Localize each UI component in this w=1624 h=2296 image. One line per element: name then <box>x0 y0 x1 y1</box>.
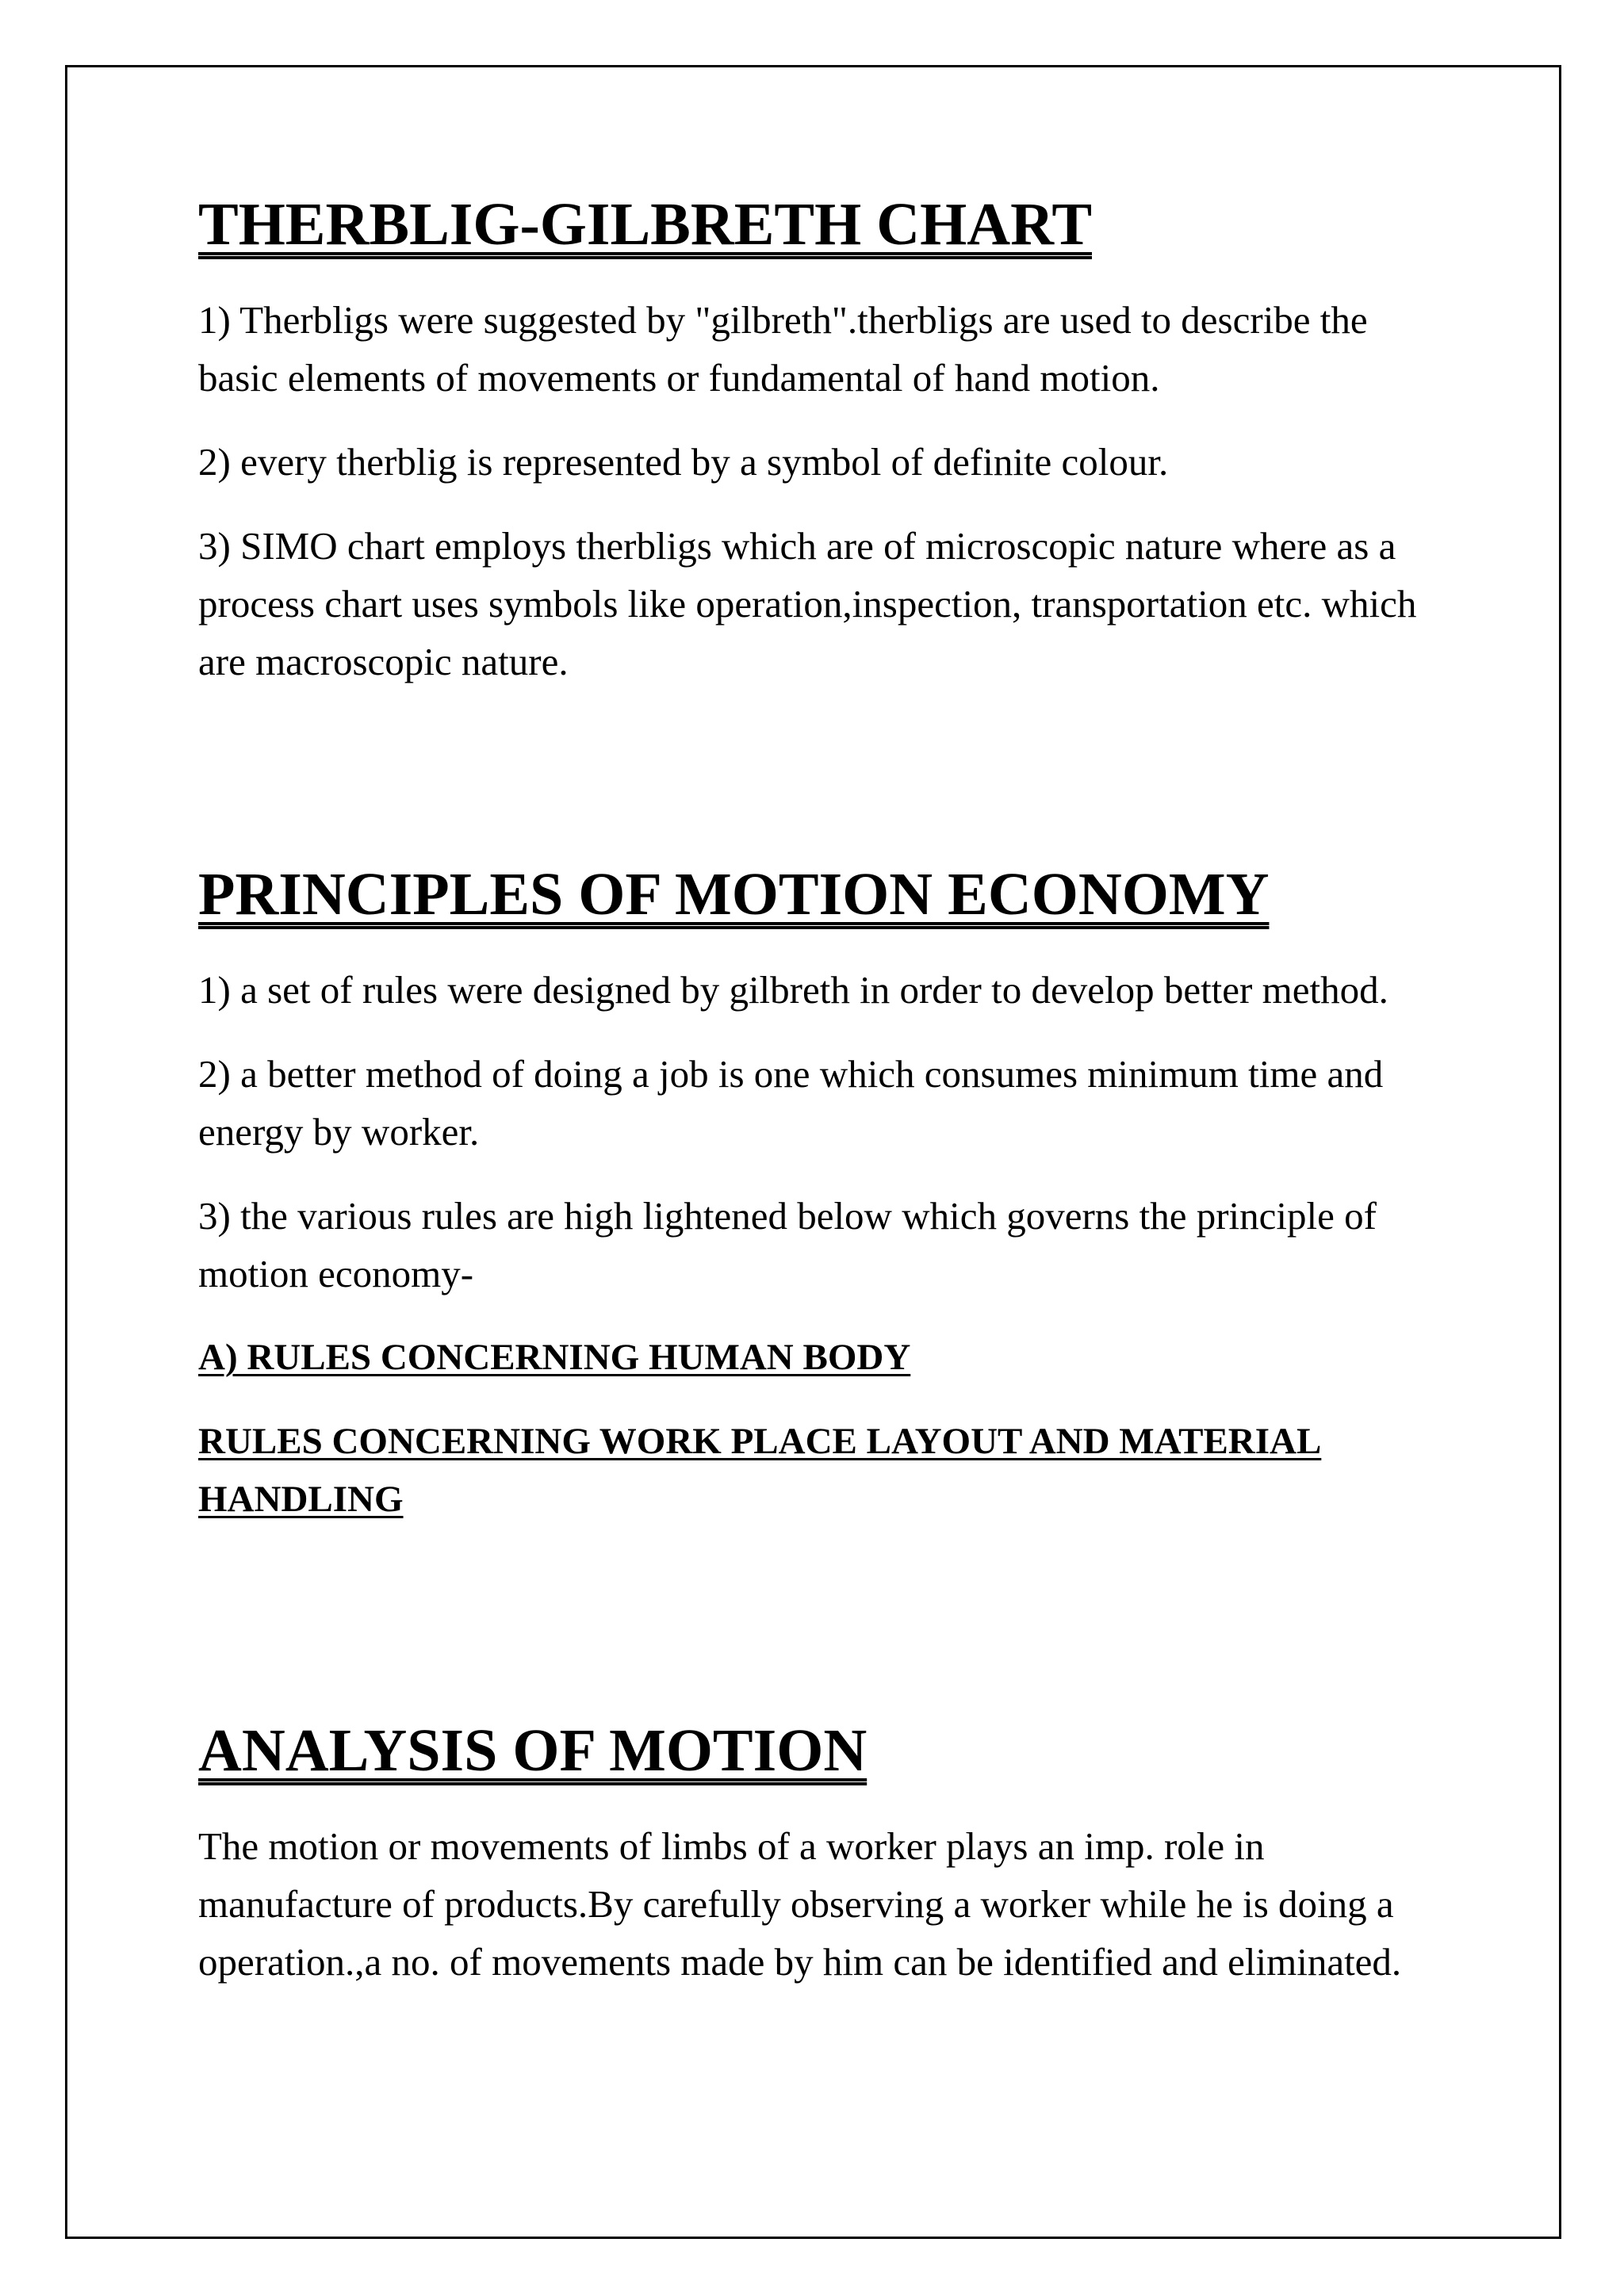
paragraph: 1) Therbligs were suggested by "gilbreth".therbligs are used to describe the basic elements of movements or fundamental of hand motion. <box>198 298 1368 400</box>
paragraph: The motion or movements of limbs of a worker plays an imp. role in manufacture of products.By carefully observing a worker while he is doing a operation.,a no. of movements made by him can be identified and eliminated. <box>198 1824 1402 1984</box>
paragraph: 2) every therblig is represented by a symbol of definite colour. <box>198 440 1169 484</box>
paragraph: 2) a better method of doing a job is one which consumes minimum time and energy by worker. <box>198 1052 1384 1154</box>
paragraph: 3) SIMO chart employs therbligs which are of microscopic nature where as a process chart uses symbols like operation,inspection, transportation etc. which are macroscopic nature. <box>198 524 1417 684</box>
section-principles-of-motion-economy <box>198 860 1435 1555</box>
section-analysis-of-motion <box>198 1716 1435 2017</box>
section-heading: THERBLIG-GILBRETH CHART <box>198 191 1093 258</box>
paragraph: 1) a set of rules were designed by gilbreth in order to develop better method. <box>198 968 1388 1012</box>
section-heading: PRINCIPLES OF MOTION ECONOMY <box>198 861 1270 928</box>
paragraph: 3) the various rules are high lightened below which governs the principle of motion economy- <box>198 1194 1377 1296</box>
section-heading: ANALYSIS OF MOTION <box>198 1717 868 1784</box>
sub-heading: A) RULES CONCERNING HUMAN BODY <box>198 1337 911 1379</box>
sub-heading: RULES CONCERNING WORK PLACE LAYOUT AND MATERIAL HANDLING <box>198 1421 1322 1521</box>
section-therblig-gilbreth-chart <box>198 190 1435 717</box>
